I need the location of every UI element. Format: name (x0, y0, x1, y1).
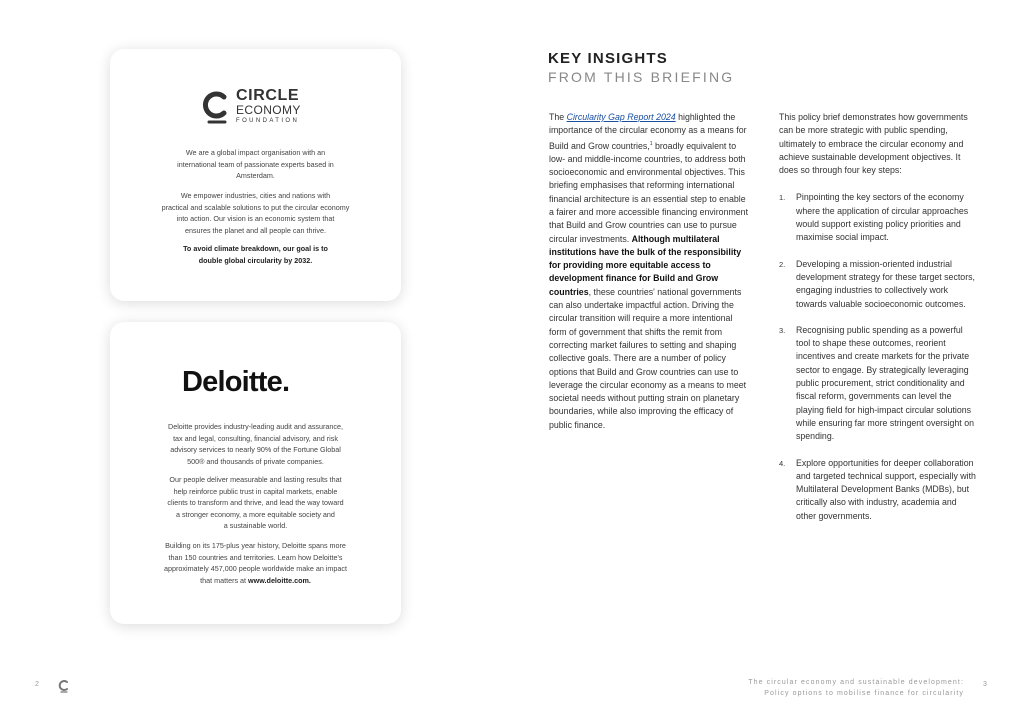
emphasis-text: Although multilateral institutions have the bulk of the responsibility for providing more equitable access to development finance for Build and Grow countries (549, 233, 742, 297)
heading-line-2: FROM THIS BRIEFING (548, 69, 735, 85)
body-column-2 (779, 111, 979, 523)
text-line: than 150 countries and territories. Learn how Deloitte's (168, 552, 343, 562)
step-item (779, 457, 979, 523)
logo-line-foundation: FOUNDATION (236, 118, 300, 124)
ce-paragraph-2 (118, 190, 393, 236)
circle-economy-footer-icon (58, 679, 70, 693)
logo-line-circle: CIRCLE (236, 87, 300, 104)
heading-line-1: KEY INSIGHTS (548, 50, 668, 67)
circle-economy-logo-icon (202, 89, 232, 125)
text-line: into action. Our vision is an economic system that (176, 214, 335, 224)
deloitte-website-link[interactable]: www.deloitte.com. (248, 575, 311, 585)
text-line: approximately 457,000 people worldwide make an impact (164, 564, 347, 574)
step-text: Recognising public spending as a powerful tool to shape these outcomes, reorient incentives and create markets for the private sector to engage. By strategically leveraging public procurement, strict conditionality and fiscal reform, governments can level the playing field for high-impact circular solutions while ensuring far more stringent oversight on spending. (796, 324, 974, 442)
text-line: advisory services to nearly 90% of the Fortune Global (170, 445, 341, 455)
text-line: Deloitte provides industry-leading audit and assurance, (168, 422, 343, 431)
text-line: clients to transform and thrive, and lead the way toward (167, 498, 344, 508)
footnote-marker[interactable]: 1 (649, 140, 653, 147)
text-line: a stronger economy, a more equitable society and (176, 509, 335, 519)
deloitte-logo-word: Deloitte (182, 366, 282, 398)
step-text: Developing a mission-oriented industrial development strategy for these target sectors, engaging industries to collectively work towards valuable socioeconomic outcomes. (796, 258, 975, 309)
text-line: ensures the planet and all people can thrive. (184, 225, 327, 235)
page-number-right: 3 (983, 681, 987, 688)
text-line: We empower industries, cities and nations with (180, 191, 331, 200)
step-number: 2. (779, 259, 786, 269)
text-line: 500® and thousands of private companies. (187, 456, 324, 466)
column-intro: This policy brief demonstrates how governments can be more strategic with public spending, ultimately to embrace the circular economy and achieve sustainable development objectives. It does so through four key steps: (779, 112, 968, 176)
deloitte-paragraph-1 (118, 421, 393, 467)
footer-line: Policy options to mobilise finance for circularity (764, 689, 964, 697)
text-line: We are a global impact organisation with an (185, 148, 326, 157)
text-fragment: highlighted the importance of the circular economy as a means for Build and Grow countries, (549, 112, 747, 151)
text-fragment: , these countries' national governments can also undertake impactful action. Driving the circular transition will require a more intentional form of government that shifts the remit from correcting market failures to setting and shaping collective goals. There are a number of policy options that Build and Grow countries can use to leverage the circular economy as a means to meet societal needs without putting strain on planetary boundaries, while also improving the efficacy of public finance. (549, 286, 747, 430)
step-number: 3. (779, 325, 786, 335)
text-line: Building on its 175-plus year history, Deloitte spans more (165, 541, 346, 550)
text-line: international team of passionate experts based in (177, 159, 334, 169)
text-line: Amsterdam. (236, 171, 275, 181)
text-line: practical and scalable solutions to put the circular economy (161, 202, 350, 212)
deloitte-paragraph-3 (118, 540, 393, 586)
ce-paragraph-1 (118, 147, 393, 182)
text-line: help reinforce public trust in capital markets, enable (173, 486, 338, 496)
deloitte-logo (182, 366, 289, 399)
footer-line: The circular economy and sustainable development: (748, 679, 964, 686)
circle-economy-logo (202, 87, 322, 129)
running-footer (748, 678, 964, 699)
step-item (779, 258, 979, 311)
logo-line-economy: ECONOMY (236, 103, 301, 117)
step-text: Explore opportunities for deeper collaboration and targeted technical support, especially with Multilateral Development Banks (MDBs), but critically also with industry, academia and other governments. (796, 457, 976, 521)
body-column-1 (549, 111, 749, 432)
deloitte-paragraph-2 (118, 474, 393, 532)
step-number: 4. (779, 458, 786, 468)
text-line: double global circularity by 2032. (198, 255, 313, 265)
step-number: 1. (779, 193, 786, 203)
ce-goal-statement (118, 243, 393, 266)
text-line: To avoid climate breakdown, our goal is to (183, 244, 328, 253)
section-heading (548, 50, 734, 86)
text-line (118, 575, 393, 587)
text-fragment: broadly equivalent to low- and middle-income countries, to address both socioeconomic and environmental objectives. This briefing emphasises that reforming international financial architecture is an essential step to enable a fairer and more accessible financing environment that Build and Grow countries can use to pursue circular investments. (549, 140, 749, 244)
text-fragment: that matters at (200, 575, 249, 585)
step-item (779, 324, 979, 444)
text-line: a sustainable world. (223, 521, 288, 531)
step-text: Pinpointing the key sectors of the economy where the application of circular approaches would support existing policy priorities and maximise social impact. (796, 192, 969, 243)
text-line: tax and legal, consulting, financial advisory, and risk (173, 433, 338, 443)
text-fragment: The (549, 112, 567, 122)
deloitte-logo-dot: . (281, 366, 290, 398)
page-number-left: 2 (35, 681, 39, 688)
text-line: Our people deliver measurable and lasting results that (169, 475, 342, 484)
report-link[interactable]: Circularity Gap Report 2024 (566, 112, 676, 122)
step-item (779, 191, 979, 244)
